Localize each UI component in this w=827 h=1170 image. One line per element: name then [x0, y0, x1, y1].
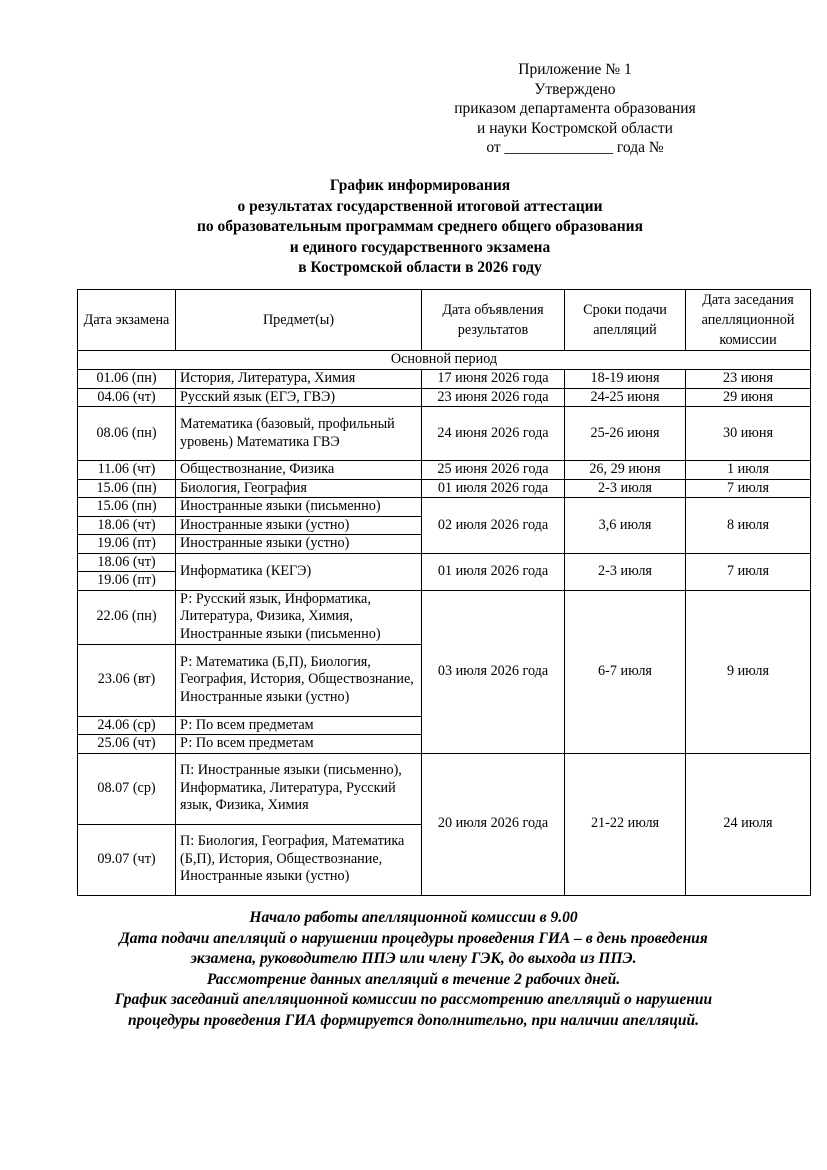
results-date: 03 июля 2026 года — [422, 590, 565, 753]
exam-subject: История, Литература, Химия — [176, 370, 422, 389]
table-row — [78, 479, 811, 498]
header-commission: Дата заседания апелляционной комиссии — [686, 290, 811, 351]
note-line-3: экзамена, руководителю ППЭ или члену ГЭК, до выхода из ППЭ. — [190, 950, 637, 967]
header-appeal: Сроки подачи апелляций — [565, 290, 686, 351]
table-row — [78, 370, 811, 389]
commission-date: 8 июля — [686, 498, 811, 554]
approved-label: Утверждено — [534, 80, 616, 98]
exam-date: 24.06 (ср) — [78, 716, 176, 735]
exam-date: 15.06 (пн) — [78, 479, 176, 498]
exam-date: 15.06 (пн) — [78, 498, 176, 517]
exam-subject: Р: Русский язык, Информатика, Литература, Физика, Химия, Иностранные языки (письменно) — [176, 590, 422, 644]
results-date: 02 июля 2026 года — [422, 498, 565, 554]
results-date: 17 июня 2026 года — [422, 370, 565, 389]
commission-date: 1 июля — [686, 461, 811, 480]
exam-date: 11.06 (чт) — [78, 461, 176, 480]
table-row — [78, 553, 811, 572]
commission-date: 23 июня — [686, 370, 811, 389]
results-date: 23 июня 2026 года — [422, 388, 565, 407]
notes-block — [40, 908, 787, 1031]
title-line-1: График информирования — [329, 177, 511, 194]
exam-subject: П: Иностранные языки (письменно), Информатика, Литература, Русский язык, Физика, Химия — [176, 753, 422, 824]
results-date: 20 июля 2026 года — [422, 753, 565, 895]
order-date-line: от ______________ года № — [486, 139, 664, 156]
commission-date: 7 июля — [686, 479, 811, 498]
note-line-4: Рассмотрение данных апелляций в течение 2 рабочих дней. — [206, 970, 621, 988]
exam-date: 25.06 (чт) — [78, 735, 176, 754]
header-date: Дата экзамена — [78, 290, 176, 351]
appeal-period: 24-25 июня — [565, 388, 686, 407]
exam-subject: Иностранные языки (устно) — [176, 535, 422, 554]
table-row — [78, 498, 811, 517]
exam-subject: Иностранные языки (письменно) — [176, 498, 422, 517]
table-row — [78, 461, 811, 480]
note-line-2: Дата подачи апелляций о нарушении процедуры проведения ГИА – в день проведения — [119, 929, 708, 947]
appeal-period: 3,6 июля — [565, 498, 686, 554]
table-row — [78, 388, 811, 407]
appeal-period: 6-7 июля — [565, 590, 686, 753]
appendix-number: Приложение № 1 — [518, 61, 632, 78]
table-row — [78, 590, 811, 644]
results-date: 01 июля 2026 года — [422, 553, 565, 590]
commission-date: 24 июля — [686, 753, 811, 895]
exam-subject: Биология, География — [176, 479, 422, 498]
appeal-period: 2-3 июля — [565, 553, 686, 590]
exam-date: 22.06 (пн) — [78, 590, 176, 644]
exam-date: 09.07 (чт) — [78, 824, 176, 895]
exam-date: 04.06 (чт) — [78, 388, 176, 407]
title-line-3: по образовательным программам среднего общего образования — [197, 218, 643, 235]
exam-subject: Информатика (КЕГЭ) — [176, 553, 422, 590]
table-row — [78, 407, 811, 461]
exam-subject: П: Биология, География, Математика (Б,П), История, Обществознание, Иностранные языки (устно) — [176, 824, 422, 895]
commission-date: 9 июля — [686, 590, 811, 753]
schedule-table — [77, 289, 811, 896]
appeal-period: 26, 29 июня — [565, 461, 686, 480]
appeal-period: 18-19 июня — [565, 370, 686, 389]
exam-date: 19.06 (пт) — [78, 572, 176, 591]
commission-date: 29 июня — [686, 388, 811, 407]
results-date: 24 июня 2026 года — [422, 407, 565, 461]
header-row — [78, 290, 811, 351]
note-line-5: График заседаний апелляционной комиссии по рассмотрению апелляций о нарушении — [114, 991, 713, 1008]
exam-date: 19.06 (пт) — [78, 535, 176, 554]
exam-subject: Иностранные языки (устно) — [176, 516, 422, 535]
exam-date: 18.06 (чт) — [78, 516, 176, 535]
exam-date: 23.06 (вт) — [78, 644, 176, 716]
appeal-period: 25-26 июня — [565, 407, 686, 461]
order-line-1: приказом департамента образования — [454, 100, 696, 117]
results-date: 01 июля 2026 года — [422, 479, 565, 498]
order-line-2: и науки Костромской области — [477, 119, 673, 137]
exam-date: 08.06 (пн) — [78, 407, 176, 461]
note-line-1: Начало работы апелляционной комиссии в 9.00 — [249, 909, 578, 926]
exam-subject: Обществознание, Физика — [176, 461, 422, 480]
exam-subject: Р: Математика (Б,П), Биология, География, История, Обществознание, Иностранные языки (устно) — [176, 644, 422, 716]
exam-date: 01.06 (пн) — [78, 370, 176, 389]
appeal-period: 21-22 июля — [565, 753, 686, 895]
exam-date: 18.06 (чт) — [78, 553, 176, 572]
appeal-period: 2-3 июля — [565, 479, 686, 498]
title-line-2: о результатах государственной итоговой аттестации — [237, 197, 603, 215]
header-subject: Предмет(ы) — [176, 290, 422, 351]
period-row — [78, 351, 811, 370]
title-line-5: в Костромской области в 2026 году — [298, 259, 542, 276]
commission-date: 30 июня — [686, 407, 811, 461]
document-title — [60, 176, 780, 279]
exam-subject: Р: По всем предметам — [176, 716, 422, 735]
results-date: 25 июня 2026 года — [422, 461, 565, 480]
period-label: Основной период — [78, 351, 811, 370]
table-row — [78, 753, 811, 824]
exam-subject: Математика (базовый, профильный уровень) Математика ГВЭ — [176, 407, 422, 461]
header-results: Дата объявления результатов — [422, 290, 565, 351]
exam-date: 08.07 (ср) — [78, 753, 176, 824]
exam-subject: Русский язык (ЕГЭ, ГВЭ) — [176, 388, 422, 407]
approval-block — [430, 60, 720, 158]
note-line-6: процедуры проведения ГИА формируется дополнительно, при наличии апелляций. — [127, 1011, 699, 1029]
commission-date: 7 июля — [686, 553, 811, 590]
exam-subject: Р: По всем предметам — [176, 735, 422, 754]
title-line-4: и единого государственного экзамена — [289, 238, 551, 256]
